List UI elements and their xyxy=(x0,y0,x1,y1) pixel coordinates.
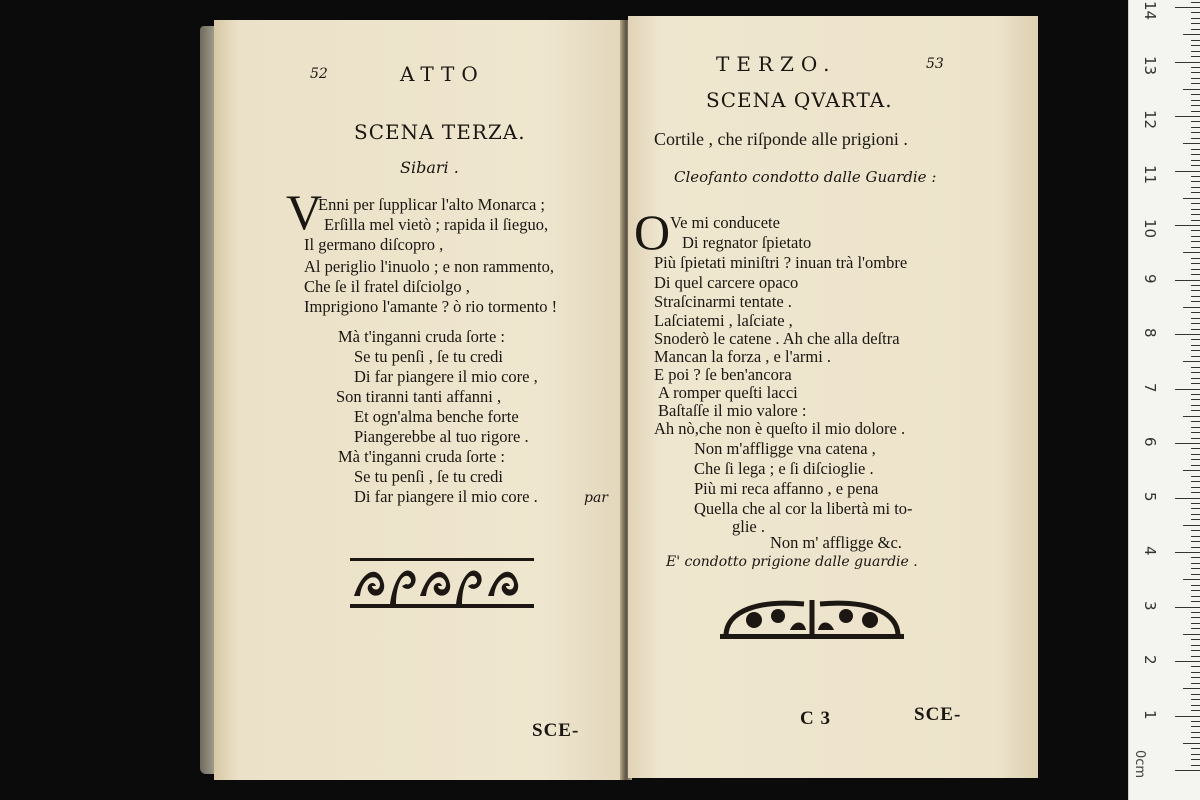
ruler-tick xyxy=(1183,252,1200,253)
ruler-tick xyxy=(1191,83,1200,84)
ruler-tick xyxy=(1191,536,1200,537)
catchword: SCE- xyxy=(532,720,580,741)
ruler-tick xyxy=(1175,280,1200,281)
right-page xyxy=(628,16,1038,778)
aria-line: Se tu penſi , ſe tu credi xyxy=(354,347,503,366)
ruler-tick xyxy=(1191,672,1200,673)
ruler-tick xyxy=(1191,596,1200,597)
ruler-tick xyxy=(1191,203,1200,204)
verse-line: Mancan la forza , e l'armi . xyxy=(654,347,832,366)
ruler-tick xyxy=(1191,410,1200,411)
ruler-tick xyxy=(1175,498,1200,499)
ruler-tick xyxy=(1191,160,1200,161)
ruler-tick xyxy=(1191,121,1200,122)
aria-line: Mà t'inganni cruda ſorte : xyxy=(338,447,506,466)
ruler-label: 4 xyxy=(1141,546,1159,556)
ruler-tick xyxy=(1191,759,1200,760)
ruler-label: 13 xyxy=(1141,55,1159,75)
ruler-label: 10 xyxy=(1141,219,1159,239)
ruler-tick xyxy=(1175,661,1200,662)
ruler-tick xyxy=(1191,301,1200,302)
ruler-tick xyxy=(1191,454,1200,455)
ruler-tick xyxy=(1183,743,1200,744)
ruler-tick xyxy=(1191,590,1200,591)
ruler-tick xyxy=(1183,143,1200,144)
ruler-tick xyxy=(1183,579,1200,580)
left-page xyxy=(214,20,624,780)
ruler-tick xyxy=(1191,765,1200,766)
ruler-tick xyxy=(1191,710,1200,711)
verse-line: Di regnator ſpietato xyxy=(682,233,812,252)
ruler-tick xyxy=(1191,127,1200,128)
verse-line: Laſciatemi , laſciate , xyxy=(654,311,793,330)
ruler-tick xyxy=(1191,476,1200,477)
ruler-tick xyxy=(1191,732,1200,733)
ruler-tick xyxy=(1191,236,1200,237)
verse-line: Ve mi conducete xyxy=(670,213,780,232)
ruler-tick xyxy=(1191,345,1200,346)
ruler-tick xyxy=(1191,67,1200,68)
aria-line: Di far piangere il mio core . xyxy=(354,487,538,506)
ruler-tick xyxy=(1191,705,1200,706)
ruler-tick xyxy=(1191,677,1200,678)
ruler-tick xyxy=(1191,487,1200,488)
ruler-tick xyxy=(1191,45,1200,46)
aria-line: Son tiranni tanti affanni , xyxy=(336,387,502,406)
ruler-tick xyxy=(1191,78,1200,79)
ruler-tick xyxy=(1175,389,1200,390)
ruler-tick xyxy=(1191,585,1200,586)
ruler-tick xyxy=(1191,645,1200,646)
verse-line: Baſtaſſe il mio valore : xyxy=(658,401,807,420)
ruler-tick xyxy=(1191,356,1200,357)
ruler-tick xyxy=(1183,688,1200,689)
ruler-tick xyxy=(1191,737,1200,738)
aria-line: Quella che al cor la libertà mi to- xyxy=(694,499,913,518)
ruler-label: 3 xyxy=(1141,600,1159,611)
ruler-tick xyxy=(1191,111,1200,112)
catchword: SCE- xyxy=(914,704,962,725)
ruler-tick xyxy=(1191,530,1200,531)
ruler-tick xyxy=(1191,557,1200,558)
ruler-tick xyxy=(1191,269,1200,270)
open-book xyxy=(200,14,1040,784)
ruler-tick xyxy=(1175,770,1200,771)
ruler-tick xyxy=(1191,100,1200,101)
stage-direction: Cleofanto condotto dalle Guardie : xyxy=(674,168,937,186)
verse-line: Imprigiono l'amante ? ò rio tormento ! xyxy=(304,297,558,316)
ruler-tick xyxy=(1191,339,1200,340)
measurement-ruler xyxy=(1128,0,1200,800)
running-head: TERZO. xyxy=(716,52,837,76)
ruler-tick xyxy=(1191,547,1200,548)
ruler-tick xyxy=(1191,726,1200,727)
ruler-tick xyxy=(1191,192,1200,193)
ruler-tick xyxy=(1191,105,1200,106)
aria-line: Più mi reca affanno , e pena xyxy=(694,479,879,498)
ruler-tick xyxy=(1191,214,1200,215)
ruler-tick xyxy=(1183,361,1200,362)
ruler-tick xyxy=(1191,274,1200,275)
ruler-tick xyxy=(1175,7,1200,8)
ruler-tick xyxy=(1191,650,1200,651)
ruler-tick xyxy=(1191,12,1200,13)
ruler-tick xyxy=(1175,716,1200,717)
ruler-tick xyxy=(1191,508,1200,509)
verse-line: A romper queſti lacci xyxy=(658,383,798,402)
ruler-tick xyxy=(1191,29,1200,30)
ruler-tick xyxy=(1191,187,1200,188)
ruler-label: 7 xyxy=(1141,382,1159,393)
ruler-tick xyxy=(1191,465,1200,466)
ruler-tick xyxy=(1191,754,1200,755)
ruler-tick xyxy=(1191,383,1200,384)
printer-ornament xyxy=(720,590,904,642)
ruler-tick xyxy=(1191,683,1200,684)
inline-catchword: par xyxy=(584,490,609,506)
drop-cap: O xyxy=(634,204,671,260)
ruler-tick xyxy=(1191,421,1200,422)
aria-line: Che ſi lega ; e ſi diſcioglie . xyxy=(694,459,874,478)
verse-line: Erſilla mel vietò ; rapida il ſieguo, xyxy=(324,215,549,234)
ruler-tick xyxy=(1175,607,1200,608)
ruler-tick xyxy=(1175,443,1200,444)
ruler-tick xyxy=(1191,405,1200,406)
ruler-tick xyxy=(1183,525,1200,526)
ruler-tick xyxy=(1191,574,1200,575)
ruler-tick xyxy=(1191,699,1200,700)
ruler-tick xyxy=(1191,350,1200,351)
ruler-tick xyxy=(1191,519,1200,520)
ruler-tick xyxy=(1191,481,1200,482)
verse-line: E poi ? ſe ben'ancora xyxy=(654,365,792,384)
ruler-label: 6 xyxy=(1141,437,1159,447)
ruler-tick xyxy=(1191,285,1200,286)
ruler-tick xyxy=(1191,617,1200,618)
character-name: Sibari . xyxy=(400,158,459,177)
ruler-tick xyxy=(1191,541,1200,542)
running-head: ATTO xyxy=(400,62,485,86)
ruler-tick xyxy=(1191,514,1200,515)
ruler-tick xyxy=(1191,372,1200,373)
drop-cap: V xyxy=(286,184,323,240)
page-number: 52 xyxy=(310,66,328,82)
ruler-tick xyxy=(1191,721,1200,722)
ruler-tick xyxy=(1191,296,1200,297)
ruler-tick xyxy=(1191,94,1200,95)
ruler-label: 14 xyxy=(1141,1,1159,21)
ruler-tick xyxy=(1191,568,1200,569)
ruler-tick xyxy=(1191,209,1200,210)
ruler-label: 1 xyxy=(1141,709,1159,720)
ruler-label: 5 xyxy=(1141,491,1159,502)
ruler-tick xyxy=(1191,432,1200,433)
verse-line: Il germano diſcopro , xyxy=(304,235,444,254)
ruler-tick xyxy=(1191,51,1200,52)
ruler-tick xyxy=(1191,263,1200,264)
scene-title: SCENA QVARTA. xyxy=(706,88,893,112)
ruler-tick xyxy=(1191,318,1200,319)
aria-line: Non m'affligge vna catena , xyxy=(694,439,876,458)
ruler-tick xyxy=(1191,492,1200,493)
ruler-tick xyxy=(1183,634,1200,635)
ruler-tick xyxy=(1191,601,1200,602)
ruler-tick xyxy=(1191,503,1200,504)
ruler-tick xyxy=(1191,694,1200,695)
ruler-tick xyxy=(1191,23,1200,24)
ruler-tick xyxy=(1191,394,1200,395)
ruler-tick xyxy=(1191,154,1200,155)
ruler-tick xyxy=(1191,290,1200,291)
ruler-tick xyxy=(1191,40,1200,41)
ruler-tick xyxy=(1191,378,1200,379)
verse-line: Straſcinarmi tentate . xyxy=(654,292,792,311)
ruler-unit-label: 0cm xyxy=(1132,750,1147,779)
ruler-tick xyxy=(1183,34,1200,35)
ruler-tick xyxy=(1191,438,1200,439)
ruler-tick xyxy=(1191,628,1200,629)
exit-direction: E' condotto prigione dalle guardie . xyxy=(666,554,918,570)
ruler-tick xyxy=(1183,307,1200,308)
ruler-tick xyxy=(1191,612,1200,613)
aria-line: glie . xyxy=(732,517,765,536)
ruler-tick xyxy=(1175,225,1200,226)
ruler-tick xyxy=(1175,552,1200,553)
verse-line: Che ſe il fratel diſciolgo , xyxy=(304,277,470,296)
ruler-tick xyxy=(1191,427,1200,428)
aria-line: Di far piangere il mio core , xyxy=(354,367,538,386)
ruler-tick xyxy=(1191,459,1200,460)
ruler-tick xyxy=(1191,563,1200,564)
ruler-tick xyxy=(1191,448,1200,449)
aria-line: Se tu penſi , ſe tu credi xyxy=(354,467,503,486)
verse-line: Al periglio l'inuolo ; e non rammento, xyxy=(304,257,554,276)
ruler-label: 12 xyxy=(1141,110,1159,130)
ruler-tick xyxy=(1191,2,1200,3)
ruler-tick xyxy=(1191,623,1200,624)
scene-title: SCENA TERZA. xyxy=(354,120,526,144)
ruler-tick xyxy=(1191,176,1200,177)
ruler-tick xyxy=(1191,367,1200,368)
ruler-label: 8 xyxy=(1141,328,1159,338)
ruler-tick xyxy=(1191,165,1200,166)
ruler-tick xyxy=(1191,138,1200,139)
verse-line: Più ſpietati miniſtri ? inuan trà l'ombre xyxy=(654,253,908,272)
ruler-tick xyxy=(1191,220,1200,221)
signature-mark: C 3 xyxy=(800,708,831,729)
ruler-label: 9 xyxy=(1141,273,1159,284)
ruler-tick xyxy=(1191,329,1200,330)
ruler-tick xyxy=(1191,656,1200,657)
ruler-tick xyxy=(1191,181,1200,182)
ruler-tick xyxy=(1191,666,1200,667)
verse-line: Enni per ſupplicar l'alto Monarca ; xyxy=(318,195,546,214)
ruler-label: 11 xyxy=(1141,164,1159,184)
ruler-tick xyxy=(1183,198,1200,199)
ruler-tick xyxy=(1191,18,1200,19)
ruler-tick xyxy=(1175,116,1200,117)
ruler-tick xyxy=(1183,470,1200,471)
aria-line: Mà t'inganni cruda ſorte : xyxy=(338,327,506,346)
ruler-tick xyxy=(1183,416,1200,417)
ruler-tick xyxy=(1191,323,1200,324)
verse-line: Di quel carcere opaco xyxy=(654,273,799,292)
ruler-tick xyxy=(1175,62,1200,63)
ruler-tick xyxy=(1175,334,1200,335)
ruler-tick xyxy=(1191,247,1200,248)
ruler-tick xyxy=(1191,312,1200,313)
ruler-tick xyxy=(1191,241,1200,242)
ruler-tick xyxy=(1191,72,1200,73)
ruler-tick xyxy=(1191,230,1200,231)
ruler-tick xyxy=(1191,132,1200,133)
scene-setting: Cortile , che riſponde alle prigioni . xyxy=(654,129,908,149)
page-number: 53 xyxy=(926,56,944,72)
ruler-label: 2 xyxy=(1141,655,1159,665)
printer-ornament xyxy=(350,556,534,612)
ruler-tick xyxy=(1191,149,1200,150)
verse-line: Ah nò,che non è queſto il mio dolore . xyxy=(654,419,906,438)
ruler-tick xyxy=(1191,399,1200,400)
ruler-tick xyxy=(1183,89,1200,90)
ruler-tick xyxy=(1191,56,1200,57)
ruler-tick xyxy=(1175,171,1200,172)
ruler-tick xyxy=(1191,748,1200,749)
verse-line: Snoderò le catene . Ah che alla deſtra xyxy=(654,329,900,348)
aria-line: Non m' affligge &c. xyxy=(770,533,902,552)
aria-line: Piangerebbe al tuo rigore . xyxy=(354,427,529,446)
ruler-tick xyxy=(1191,258,1200,259)
aria-line: Et ogn'alma benche forte xyxy=(354,407,519,426)
ruler-tick xyxy=(1191,639,1200,640)
